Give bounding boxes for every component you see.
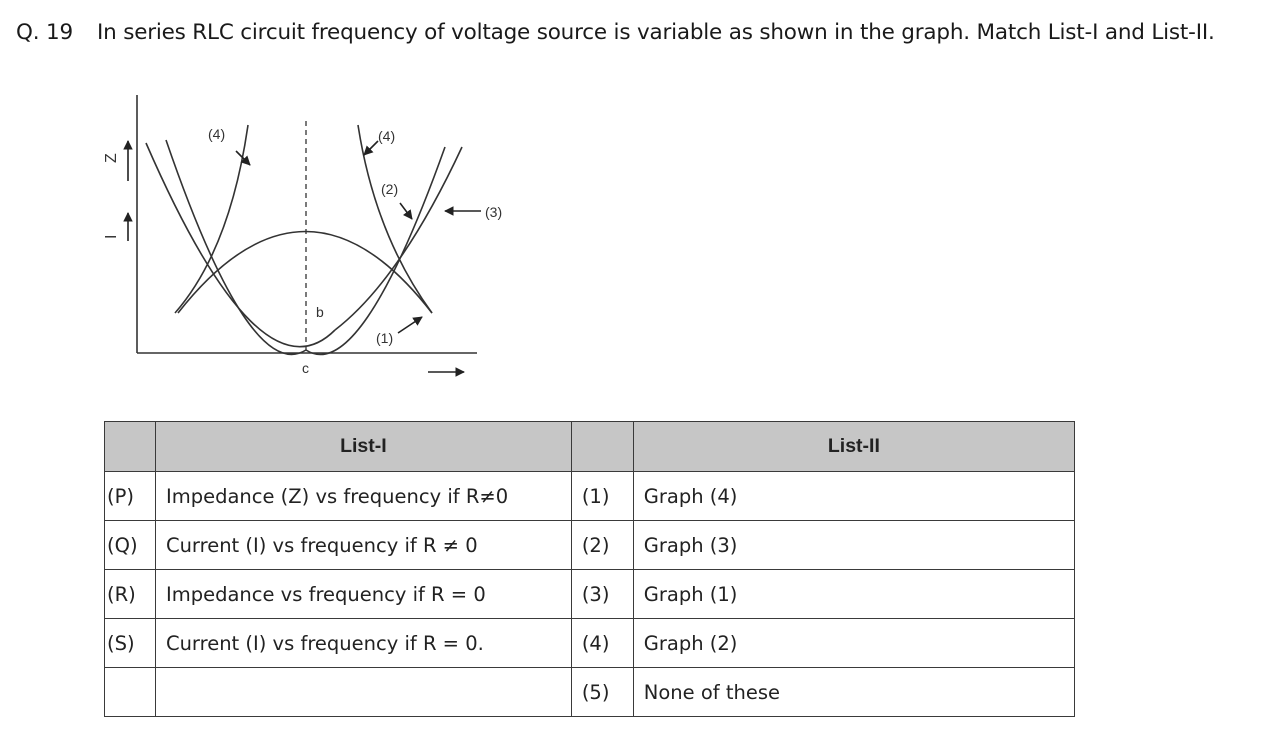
row-label: (P) — [105, 472, 156, 521]
header-label — [105, 422, 156, 472]
list-2-number: (5) — [571, 668, 633, 717]
list-1-item: Impedance vs frequency if R = 0 — [155, 570, 571, 619]
curve-2 — [178, 232, 432, 314]
question-number: Q. 19 — [16, 20, 73, 45]
header-num — [571, 422, 633, 472]
list-2-number: (1) — [571, 472, 633, 521]
list-2-number: (3) — [571, 570, 633, 619]
rlc-graph — [100, 85, 520, 385]
curve3-label: (3) — [485, 204, 503, 220]
table-header-row — [105, 422, 1075, 472]
b-label: b — [316, 304, 324, 320]
header-list-1: List-I — [155, 422, 571, 472]
list-2-option: None of these — [633, 668, 1074, 717]
header-list-2: List-II — [633, 422, 1074, 472]
question-body: In series RLC circuit frequency of voltage source is variable as shown in the graph. Match List-I and List-II. — [97, 20, 1215, 45]
table-row — [105, 619, 1075, 668]
list-2-option: Graph (3) — [633, 521, 1074, 570]
list-1-item — [155, 668, 571, 717]
table-row — [105, 668, 1075, 717]
table-row — [105, 570, 1075, 619]
list-1-item: Impedance (Z) vs frequency if R≠0 — [155, 472, 571, 521]
row-label — [105, 668, 156, 717]
table-row — [105, 521, 1075, 570]
row-label: (Q) — [105, 521, 156, 570]
list-1-item: Current (I) vs frequency if R = 0. — [155, 619, 571, 668]
list-2-number: (2) — [571, 521, 633, 570]
table-row — [105, 472, 1075, 521]
curve1-label: (1) — [376, 330, 394, 346]
list-2-option: Graph (4) — [633, 472, 1074, 521]
z-axis-label: Z — [103, 153, 120, 163]
curve-4-right — [358, 125, 432, 313]
list-2-number: (4) — [571, 619, 633, 668]
question-text — [16, 20, 1215, 45]
c-label: c — [302, 360, 309, 376]
row-label: (S) — [105, 619, 156, 668]
curve4-left-label: (4) — [208, 126, 226, 142]
curve-1-right — [335, 147, 462, 330]
match-table — [104, 421, 1075, 717]
i-axis-label: I — [103, 234, 120, 239]
list-2-option: Graph (1) — [633, 570, 1074, 619]
list-1-item: Current (I) vs frequency if R ≠ 0 — [155, 521, 571, 570]
curve-1 — [146, 143, 335, 347]
curve-4-left — [175, 125, 248, 313]
curve4-right-label: (4) — [378, 128, 396, 144]
curve2-label: (2) — [381, 181, 399, 197]
list-2-option: Graph (2) — [633, 619, 1074, 668]
row-label: (R) — [105, 570, 156, 619]
